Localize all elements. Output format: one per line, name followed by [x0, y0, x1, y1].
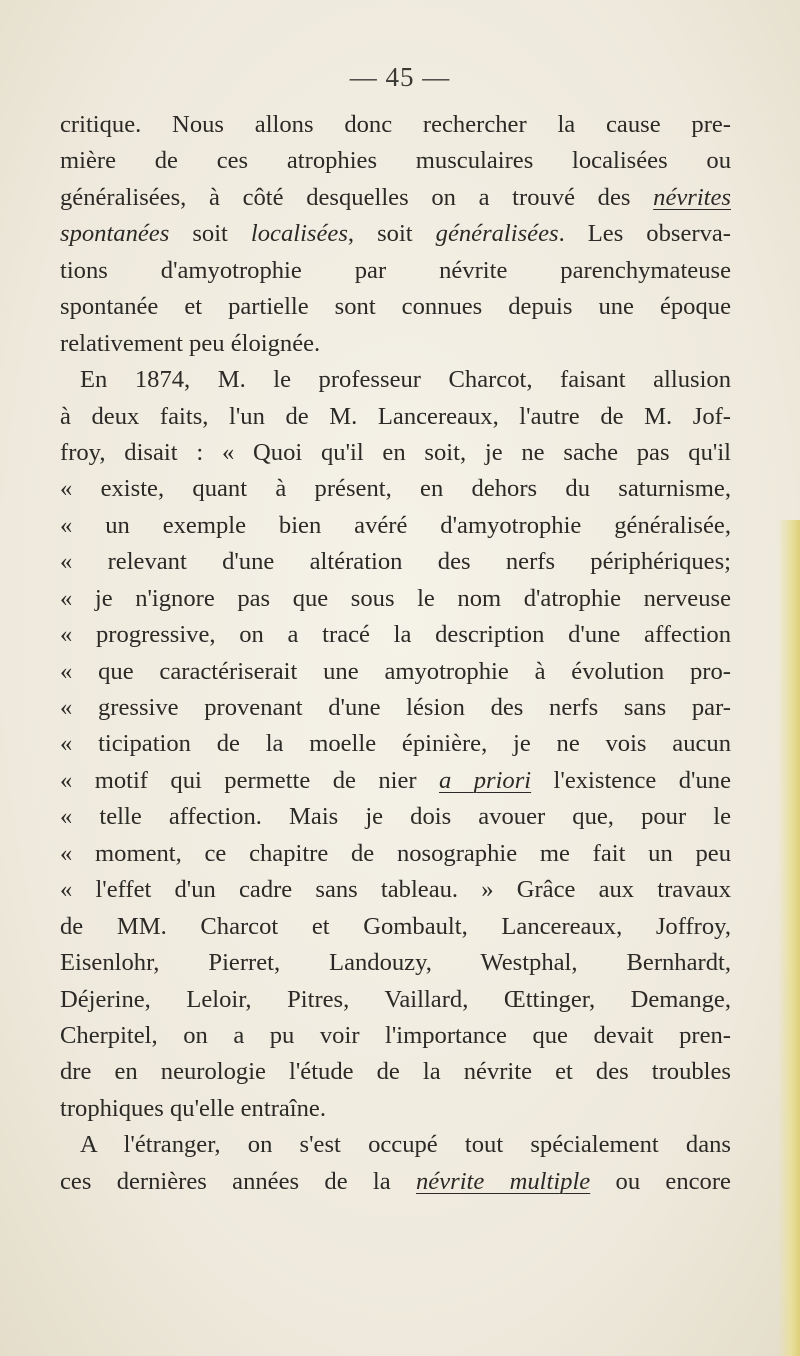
text-segment: Cherpitel, on a pu voir l'importance que devait pren-: [60, 1021, 731, 1049]
text-segment: « l'effet d'un cadre sans tableau. » Grâce aux travaux: [60, 876, 731, 904]
text-segment: , soit: [347, 220, 436, 248]
page-edge-stain: [778, 520, 800, 1356]
text-segment: critique. Nous allons donc rechercher la cause pre-: [60, 111, 731, 138]
text-line: [60, 362, 731, 398]
text-line: [60, 690, 731, 726]
text-line: [60, 726, 731, 762]
text-line: [60, 435, 731, 471]
text-segment: « je n'ignore pas que sous le nom d'atrophie nerveuse: [60, 584, 731, 612]
text-segment: à deux faits, l'un de M. Lancereaux, l'autre de M. Jof-: [60, 402, 731, 430]
text-segment: . Les observa-: [558, 220, 731, 248]
text-segment: soit: [169, 220, 251, 248]
text-line: [60, 581, 731, 617]
text-line: [60, 289, 731, 325]
italic-text: névrite multiple: [416, 1167, 591, 1195]
text-line: [60, 471, 731, 507]
text-segment: froy, disait : « Quoi qu'il en soit, je ne sache pas qu'il: [60, 438, 731, 466]
text-line: [60, 544, 731, 580]
text-line: [60, 1091, 731, 1127]
text-line: [60, 1018, 731, 1054]
text-segment: ces dernières années de la: [60, 1167, 416, 1195]
text-line: [60, 216, 731, 252]
text-line: [60, 1164, 731, 1200]
text-segment: l'existence d'une: [531, 766, 731, 794]
text-line: [60, 909, 731, 945]
text-segment: « existe, quant à présent, en dehors du saturnisme,: [60, 475, 731, 503]
text-segment: Déjerine, Leloir, Pitres, Vaillard, Œttinger, Demange,: [60, 985, 731, 1013]
text-line: [60, 982, 731, 1018]
text-line: [60, 107, 731, 143]
text-line: [60, 1054, 731, 1090]
text-segment: « telle affection. Mais je dois avouer que, pour le: [60, 803, 731, 831]
text-segment: « gressive provenant d'une lésion des nerfs sans par-: [60, 694, 731, 721]
text-segment: Eisenlohr, Pierret, Landouzy, Westphal, Bernhardt,: [60, 949, 731, 977]
italic-text: localisées: [250, 220, 348, 248]
text-segment: « un exemple bien avéré d'amyotrophie généralisée,: [60, 511, 731, 539]
text-segment: dre en neurologie l'étude de la névrite et des troubles: [60, 1058, 731, 1086]
text-segment: tions d'amyotrophie par névrite parenchymateuse: [60, 256, 731, 284]
text-line: [60, 508, 731, 544]
text-line: [60, 654, 731, 690]
text-segment: « moment, ce chapitre de nosographie me fait un peu: [60, 839, 731, 867]
text-segment: A l'étranger, on s'est occupé tout spécialement dans: [80, 1131, 731, 1159]
text-line: [60, 799, 731, 835]
text-line: [60, 617, 731, 653]
text-line: [60, 399, 731, 435]
text-line: [60, 180, 731, 216]
italic-text: spontanées: [60, 220, 170, 248]
text-line: [60, 1127, 731, 1163]
text-line: [60, 836, 731, 872]
italic-text: a priori: [439, 766, 532, 794]
text-segment: « progressive, on a tracé la description d'une affection: [60, 621, 731, 649]
text-line: [60, 143, 731, 179]
text-segment: En 1874, M. le professeur Charcot, faisant allusion: [80, 366, 731, 394]
italic-text: généralisées: [435, 220, 559, 248]
text-segment: trophiques qu'elle entraîne.: [60, 1094, 326, 1122]
page-number: — 45 —: [349, 62, 451, 92]
text-segment: « relevant d'une altération des nerfs périphériques;: [60, 548, 731, 576]
text-line: [60, 872, 731, 908]
text-segment: mière de ces atrophies musculaires localisées ou: [60, 147, 731, 175]
body-text: [60, 107, 731, 1200]
text-line: [60, 326, 731, 362]
text-segment: « que caractériserait une amyotrophie à évolution pro-: [60, 657, 731, 685]
text-segment: ou encore: [590, 1167, 731, 1195]
text-line: [60, 253, 731, 289]
text-line: [60, 763, 731, 799]
text-segment: spontanée et partielle sont connues depuis une époque: [60, 293, 731, 321]
text-segment: de MM. Charcot et Gombault, Lancereaux, Joffroy,: [60, 912, 731, 940]
text-segment: « motif qui permette de nier: [60, 766, 440, 794]
text-segment: relativement peu éloignée.: [60, 329, 321, 357]
text-line: [60, 945, 731, 981]
italic-text: névrites: [653, 183, 731, 211]
text-segment: généralisées, à côté desquelles on a trouvé des: [60, 183, 654, 211]
text-segment: « ticipation de la moelle épinière, je ne vois aucun: [60, 730, 731, 758]
